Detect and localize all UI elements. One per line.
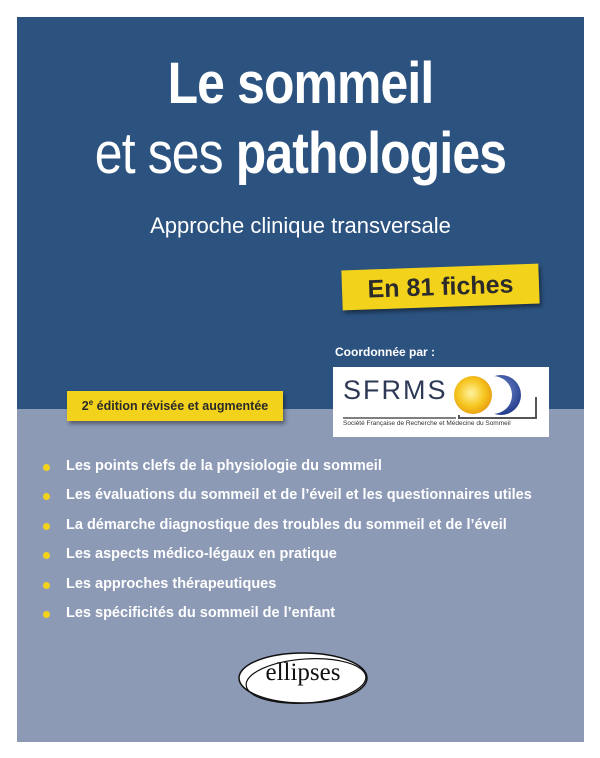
sfrms-full-name: Société Française de Recherche et Médecine du Sommeil: [343, 420, 511, 427]
fiches-badge: En 81 fiches: [341, 264, 539, 311]
sfrms-logo: [333, 367, 549, 437]
title-line-2-bold: pathologies: [235, 121, 507, 186]
bullet-dot-icon: [43, 493, 50, 500]
publisher-logo: [233, 647, 373, 713]
title-line-2: [57, 121, 545, 186]
title-line-2-light: et ses: [94, 121, 236, 186]
list-item: [43, 546, 532, 575]
list-item: [43, 458, 532, 487]
coordinated-by-label: Coordonnée par :: [335, 345, 436, 359]
bullet-dot-icon: [43, 611, 50, 618]
book-cover: [17, 17, 584, 742]
bullet-dot-icon: [43, 582, 50, 589]
bullet-dot-icon: [43, 552, 50, 559]
bullet-dot-icon: [43, 523, 50, 530]
sfrms-logo-text: SFRMS: [343, 375, 448, 405]
edition-text: édition révisée et augmentée: [93, 399, 269, 413]
list-item-text: Les évaluations du sommeil et de l’éveil et les questionnaires utiles: [66, 487, 532, 504]
list-item-text: Les aspects médico-légaux en pratique: [66, 546, 337, 563]
title-line-1: Le sommeil: [167, 51, 434, 116]
list-item: [43, 576, 532, 605]
list-item: [43, 517, 532, 546]
list-item: [43, 487, 532, 516]
list-item-text: Les spécificités du sommeil de l’enfant: [66, 604, 336, 621]
list-item-text: Les points clefs de la physiologie du sommeil: [66, 458, 382, 474]
edition-number: 2: [81, 399, 89, 413]
list-item-text: Les approches thérapeutiques: [66, 575, 277, 592]
list-item-text: La démarche diagnostique des troubles du sommeil et de l’éveil: [66, 516, 507, 533]
feature-list: [43, 458, 532, 634]
publisher-name: ellipses: [265, 659, 341, 686]
bullet-dot-icon: [43, 464, 50, 471]
edition-badge: [67, 391, 283, 421]
edition-superscript: e: [88, 397, 94, 407]
subtitle: Approche clinique transversale: [150, 213, 451, 238]
sun-icon: [454, 376, 492, 414]
list-item: [43, 605, 532, 634]
